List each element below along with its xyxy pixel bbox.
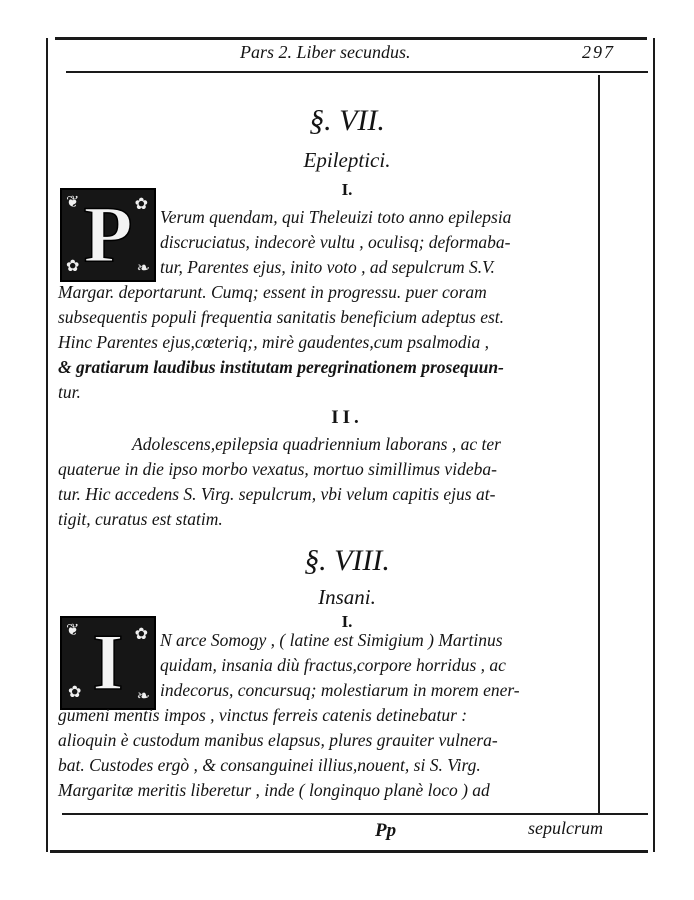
text-line: bat. Custodes ergò , & consanguinei illius,nouent, si S. Virg. — [58, 755, 481, 775]
section-viii-entry1-number: I. — [341, 612, 353, 631]
ornament-icon: ❦ — [66, 194, 80, 211]
section-vii-title: §. VII. — [309, 104, 385, 137]
ornament-icon: ✿ — [66, 258, 80, 275]
bottom-outer-rule — [50, 850, 648, 853]
text-line: Adolescens,epilepsia quadriennium laborans , ac ter — [132, 434, 501, 454]
ornament-icon: ❦ — [66, 622, 80, 639]
text-line: tur. — [58, 382, 81, 402]
text-line: quidam, insania diù fractus,corpore horridus , ac — [160, 655, 506, 675]
top-outer-rule — [55, 37, 647, 40]
text-line: tur, Parentes ejus, inito voto , ad sepulcrum S.V. — [160, 257, 495, 277]
text-line: gumeni mentis impos , vinctus ferreis catenis detinebatur : — [58, 705, 468, 725]
decorated-initial-p — [60, 188, 156, 282]
text-line: Hinc Parentes ejus,cœteriq;, mirè gaudentes,cum psalmodia , — [58, 332, 489, 352]
ornament-icon: ❧ — [136, 260, 150, 277]
text-line: tur. Hic accedens S. Virg. sepulcrum, vbi velum capitis ejus at- — [58, 484, 496, 504]
ornament-icon: ✿ — [68, 684, 82, 701]
section-vii-entry2-number: II. — [331, 407, 363, 428]
ornament-icon: ✿ — [134, 196, 148, 213]
ornament-icon: ❧ — [136, 688, 150, 705]
bottom-inner-rule — [62, 813, 648, 815]
initial-letter: P — [83, 191, 133, 279]
text-line: Margar. deportarunt. Cumq; essent in progressu. puer coram — [58, 282, 487, 302]
text-line: quaterue in die ipso morbo vexatus, mortuo simillimus videba- — [58, 459, 497, 479]
section-vii-subtitle: Epileptici. — [303, 148, 391, 172]
text-line: discruciatus, indecorè vultu , oculisq; deformaba- — [160, 232, 511, 252]
section-viii-title: §. VIII. — [304, 544, 390, 577]
ornament-icon: ✿ — [134, 626, 148, 643]
header-rule — [66, 71, 648, 73]
decorated-initial-i — [60, 616, 156, 710]
running-title: Pars 2. Liber secundus. — [240, 42, 411, 62]
text-line: N arce Somogy , ( latine est Simigium ) Martinus — [160, 630, 503, 650]
section-viii-subtitle: Insani. — [318, 585, 376, 609]
text-line: indecorus, concursuq; molestiarum in morem ener- — [160, 680, 520, 700]
section-vii-entry1-number: I. — [341, 180, 353, 199]
text-line: Margaritæ meritis liberetur , inde ( longinquo planè loco ) ad — [58, 780, 490, 800]
initial-letter: I — [92, 619, 124, 707]
catchword: sepulcrum — [528, 818, 603, 838]
page-number: 297 — [582, 42, 615, 62]
signature-mark: Pp — [375, 820, 397, 841]
text-line: & gratiarum laudibus institutam peregrinationem prosequun- — [58, 357, 504, 377]
text-line: Verum quendam, qui Theleuizi toto anno epilepsia — [160, 207, 512, 227]
text-line: tigit, curatus est statim. — [58, 509, 223, 529]
text-line: subsequentis populi frequentia sanitatis beneficium adeptus est. — [58, 307, 505, 327]
text-line: alioquin è custodum manibus elapsus, plures grauiter vulnera- — [58, 730, 498, 750]
